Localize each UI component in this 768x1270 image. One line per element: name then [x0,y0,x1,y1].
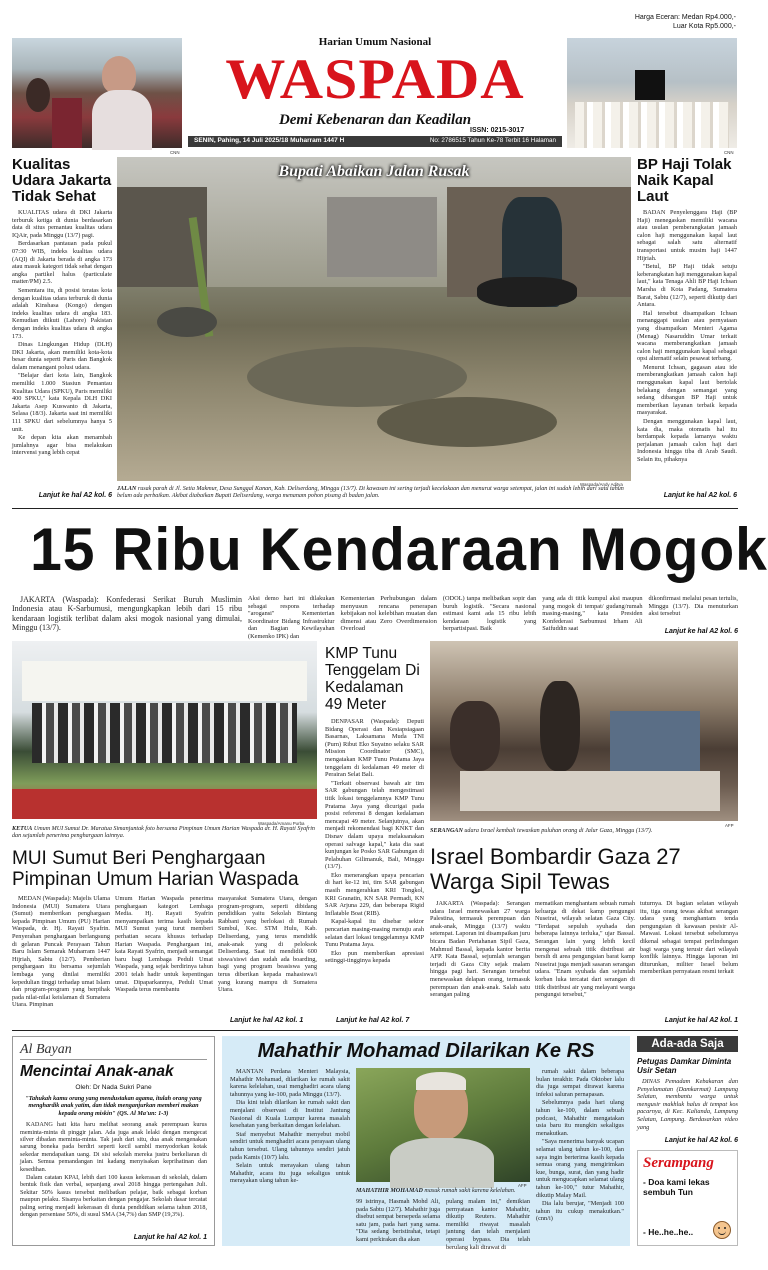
headline-col-4: (ODOL) tanpa melibatkan sopir dan buruh logistik. "Secara nasional estimasi kami ada 15 ribu lebih kendaraan logistik yang berpartisipasi. Baik [442,595,537,633]
paragraph: Staf menyebut Mahathir menyebut mobil sendiri untuk menghadiri acara perayaan ulang tahun tersebut. Ulang tahunnya sendiri jatuh pada Kamis (10/7) lalu. [230,1130,350,1161]
paragraph: Selain untuk merayakan ulang tahun Mahathir, acara itu juga sekaligus untuk merayakan ulang tahun ke- [230,1162,350,1185]
headline-col-2: Aksi demo hari ini dilakukan sebagai respons terhadap "arogansi" Kementerian Koordinator Bidang Infrastruktur dan Bagian Kewilayahan (Kemenko IPK) dan [248,595,335,640]
caption-lead: JALAN [117,486,137,492]
paragraph: "Betul, BP Haji tidak setuju keberangkatan haji menggunakan kapal laut," kata Tenaga Ahli BP Haji Ichsan Marsha di Kota Padang, Sumatera Barat, Sabtu (12/7), seperti dikutip dari Antara. [637,263,737,309]
paragraph: Dinas Lingkungan Hidup (DLH) DKI Jakarta, akan memiliki kota-kota besar dunia seperti Paris dan Bangkok dalam menangani polusi udara. [12,341,112,371]
caption-text: udara Israel kembali tewaskan puluhan orang di Jalur Gaza, Minggu (13/7). [462,828,653,834]
kualitas-title: Kualitas Udara Jakarta Tidak Sehat [12,156,112,205]
paragraph: Dia lalu berujar, "Menjadi 100 tahun itu cukup menakutkan." (cnn/i) [536,1200,624,1223]
masthead [0,0,750,155]
headline-col-6: dikonfirmasi melalui pesan tertulis, Minggu (13/7). Dia menuturkan aksi tersebut [648,595,738,618]
adaada-continued[interactable]: Lanjut ke hal A2 kol. 6 [664,1137,738,1144]
paragraph: "Saya menerima banyak ucapan selamat ulang tahun ke-100, dan saya ingin berterima kasih kepada semua orang yang mengirimkan kue, bunga, surat, dan yang hadir untuk mengucapkan selamat ulang tahun ke-100," tutur Mahathir, dikutip Malay Mail. [536,1138,624,1199]
israel-photo [430,641,738,821]
mui-continued[interactable]: Lanjut ke hal A2 kol. 1 [230,1017,304,1024]
paragraph: BADAN Penyelenggara Haji (BP Haji) menegaskan memiliki wacana atau usulan pemberangkatan jamaah calon haji menggunakan kapal laut sebagai salah satu alternatif transportasi untuk musim haji 1447 Hijriah. [637,209,737,262]
adaada-box [637,1036,738,1146]
headline-col-1: JAKARTA (Waspada): Konfederasi Serikat Buruh Muslimin Indonesia atau K-Sarbumusi, mengungkapkan lebih dari 15 ribu kendaraan logistik terlibat dalam aksi mogok nasional yang dimulai, Minggu (13/7). [12,595,243,633]
paragraph: Berdasarkan pantauan pada pukul 07:30 WIB, indeks kualitas udara (AQI) di Jakarta berada di angka 173 atau masuk kategori tidak sehat dengan angka partikel halus (particulate matter/PM) 2.5. [12,240,112,286]
albayan-body [20,1121,207,1219]
israel-caption [430,828,738,835]
date-bar [188,136,562,147]
paragraph: Sementara itu, di posisi teratas kota dengan kualitas udara terburuk di dunia adalah Kinshasa (Kongo) dengan indeks kualitas udara di angka 183. Kemudian diikuti (Lahore) Pakistan dengan indeks kualitas udara di angka 173. [12,286,112,340]
mahathir-below-b: pulang malam ini," demikian pernyataan kantor Mahathir, dikutip Reuters. Mahathir memiliki riwayat masalah jantung dan telah menjalani operasi bypass. Dia telah berulang kali dirawat di [446,1198,530,1251]
mui-caption [12,826,317,840]
israel-col-2: mematikan menghantam sebuah rumah keluarga di dekat kamp pengungsi Nuseirat, wilayah selatan Gaza City. "Terdapat sepuluh syuhada dan beberapa lainnya terluka," ujar Bassal. Serangan lain yang lebih kecil mengenai sebuah titik distribusi air bersih di area pengungsian barat kamp Nuseirat juga menjadi sasaran serangan udara. "Enam syuhada dan sejumlah korban luka tercatat dari serangan di titik distribusi air yang melayani warga pengungsi tersebut," [535,900,635,999]
mahathir-photo [356,1068,530,1182]
mahathir-caption [356,1188,530,1195]
israel-columns [430,900,738,1013]
masthead-photo-left [12,38,182,148]
kmp-continued[interactable]: Lanjut ke hal A2 kol. 7 [336,1017,410,1024]
headline-col-5: yang ada di titik kumpul aksi maupun yang mogok di tempat/ gudang/rumah masing-masing," kata Presiden Konfederasi Sarbumusi Irham Ali Saifuddin saat [542,595,643,633]
israel-credit: AFP [725,823,734,828]
divider [12,1030,738,1031]
masthead-subtitle: Harian Umum Nasional [318,36,432,48]
mui-columns [12,895,317,1013]
credit-right: CNN [724,150,734,155]
israel-col-3: tuturnya. Di bagian selatan wilayah itu, tiga orang tewas akibat serangan udara yang menghantam tenda pengungsian di kawasan pesisir Al-Mawasi. Lokasi tersebut sebelumnya dikenal sebagai tempat perlindungan bagi warga yang terusir dari wilayah konflik lainnya. Hingga laporan ini diturunkan, militer Israel belum memberikan pernyataan resmi terkait [640,900,738,976]
serampang-item-1: - Doa kami lekas sembuh Tun [643,1177,710,1197]
adaada-body: DINAS Pemadam Kebakaran dan Penyelamatan (Damkarmat) Lampung Selatan, membantu warga untuk mengusir makhluk halus di tempat kos pacarnya, di Kec. Kalianda, Lampung Selatan, Lampung. Berdasarkan video yang [637,1078,738,1131]
mui-col-1: MEDAN (Waspada): Majelis Ulama Indonesia (MUI) Sumatera Utara (Sumut) memberikan penghargaan kepada Pimpinan Umum (PU) Harian Waspada, dr. Hj. Rayati Syafrin. Penyerahan penghargaan berlangsung di gelaran Puncak Perayaan Tahun Baru Islam Semarak Muharram 1447 Hijriah, Sabtu (12/7). Pemberian penghargaan itu bersama sejumlah lembaga yang dinilai memiliki kepedulian tinggi terhadap umat Islam dan program-program yang berpihak pada nilai-nilai keislaman di Sumatera Utara. Pimpinan [12,895,110,1009]
paragraph: "Belajar dari kota lain, Bangkok memiliki 1.000 Stasiun Pemantau Kualitas Udara (SPKU), Paris memiliki 400 SPKU," kata Kepala DLH DKI Jakarta Asep Kuswanto di Jakarta, Selasa (18/3). Jakarta saat ini memiliki 111 SPKU dari sebelumnya hanya 5 unit. [12,372,112,433]
kmp-title: KMP Tunu Tenggelam Di Kedalaman 49 Meter [325,645,420,713]
albayan-box [12,1036,215,1246]
main-headline: 15 Ribu Kendaraan Mogok [30,516,768,583]
paragraph: Eko pun memberikan apresiasi setinggi-tingginya kepada [325,949,424,965]
credit-left: CNN [170,150,180,155]
masthead-tagline: Demi Kebenaran dan Keadilan [278,112,472,128]
kualitas-article [12,157,112,501]
paragraph: "Terkait observasi bawah air tim SAR gabungan telah mengestimasi titik lokasi tenggelamnya KMP Tunu Pratama Jaya yang dicurigai pada posisi referensi 8 dengan kedalaman mencapai 49 meter. Selanjutnya, akan menjadi rekomendasi bagi KNKT dan Disnav dalam upaya melaksanakan operasi salvage kapal," kata dia saat kunjungan ke Posko SAR Gabungan di Pelabuhan Gilimanuk, Bali, Minggu (13/7). [325,779,424,871]
serampang-item-2: - He..he..he.. [643,1227,694,1237]
mahathir-credit: AFP [518,1183,527,1188]
caption-text: Umum MUI Sumut Dr. Maratua Simanjuntak foto bersama Pimpinan Umum Harian Waspada dr. H. Rayati Syafrin dan sejumlah penerima penghargaan lainnya. [12,826,315,840]
price-medan: Harga Eceran: Medan Rp4.000,- [634,14,736,21]
headline-col-3: Kementerian Perhubungan dalam menyusun rencana penerapan kebijakan nol kelebihan muatan dan dimensi atau Zero Overdimension Overload [340,595,437,633]
masthead-photo-right [567,38,737,148]
israel-title: Israel Bombardir Gaza 27 Warga Sipil Tewas [430,844,681,894]
headline-continued[interactable]: Lanjut ke hal A2 kol. 6 [664,628,738,635]
bupati-photo [117,157,631,481]
bphaji-article [637,157,737,501]
bupati-caption [117,486,631,500]
paragraph: Hal tersebut disampaikan Ichsan menanggapi usulan atau pernyataan yang disampaikan Menteri Agama (Menag) Nasaruddin Umar terkait wacana memberangkatkan jamaah calon haji menggunakan kapal sebagai opsi alternatif selain pesawat terbang. [637,309,737,363]
kualitas-body [12,209,112,479]
issn: ISSN: 0215-3017 [470,127,525,134]
adaada-label: Ada-ada Saja [637,1036,738,1052]
paragraph: Dia kini telah dilarikan ke rumah sakit dan menjalani observasi di Institut Jantung Nasional di Kuala Lumpur karena masalah kesehatan yang berkaitan dengan kelelahan. [230,1099,350,1130]
headline-columns [12,595,738,640]
paragraph: KADANG hati kita haru melihat seorang anak perempuan kurus meminta-minta di pinggir jalan. Ada juga anak lelaki dengan mengecat silver dibadan meminta-minta. Tak jauh dari situ, dua anak mengenakan sarung boneka pada berdiri seperti kecil sambil menyodorkan kotak sekedar mendapatkan uang. Di sisi sekolah mereka justru berkeliaran di jalan. Semua pemandangan ini kadang menyisakan keprihatinan dan kesedihan. [20,1121,207,1173]
caption-lead: MAHATHIR MOHAMAD [356,1188,423,1194]
serampang-box [637,1150,738,1246]
mui-title: MUI Sumut Beri Penghargaan Pimpinan Umum Harian Waspada [12,848,299,890]
caption-lead: SERANGAN [430,828,463,834]
bupati-credit: Waspada/Andy Aditya [580,482,623,487]
mui-credit: Waspada/Amanu Purba [258,821,305,826]
smiley-icon [713,1221,731,1239]
mui-photo [12,641,317,819]
paragraph: Dalam catatan KPAI, lebih dari 100 kasus kekerasan di sekolah, dalam bentuk fisik dan verbal, sepanjang awal 2018 hingga pertengahan Juli. Sekitar 50% kasus tersebut melibatkan pelajar, baik sebagai korban maupun pelaku. Sisanya berkaitan dengan pengajar. Sekolah dasar tercatat paling sering menjadi kekerasan di dunia pendidikan selama tahun 2018, dengan persentase 50%, di susul SMA (34,7%) dan SMP (19,3%). [20,1174,207,1219]
paragraph: Kapal-kapal itu disebar sektor pencarian masing-masing menuju arah selatan dari lokasi tenggelamnya KMP Tunu Pratama Jaya. [325,918,424,949]
mahathir-box [222,1036,630,1251]
israel-col-1: JAKARTA (Waspada): Serangan udara Israel menewaskan 27 warga Palestina, termasuk perempuan dan anak-anak, Minggu (13/7) waktu setempat. Laporan ini disampaikan juru bicara Badan Pertahanan Sipil Gaza, Mahmud Bassal, kepada kantor berita AFP. Kata Bassal, sejumlah serangan terjadi di Gaza City sejak malam hingga pagi hari. Serangan tersebut menewaskan delapan orang, termasuk perempuan dan anak-anak. Salah satu serangan paling [430,900,530,999]
kmp-body [325,718,424,1088]
kualitas-continued[interactable]: Lanjut ke hal A2 kol. 6 [38,492,112,499]
caption-text: masuk rumah sakit karena kelelahan. [422,1188,516,1194]
adaada-title: Petugas Damkar Diminta Usir Setan [637,1057,732,1075]
mahathir-below-a: 99 istrinya, Hasmah Mohd Ali, pada Sabtu (12/7). Mahathir juga disebut sempat bersepeda selama satu jam, pada hari yang sama. "Dia sedang beristirahat, tetapi kami perkirakan dia akan [356,1198,440,1243]
price-luar: Luar Kota Rp5.000,- [672,23,736,30]
paragraph: MANTAN Perdana Menteri Malaysia, Mahathir Mohamad, dilarikan ke rumah sakit karena kelelahan, usai menghadiri acara ulang tahunnya yang ke-100, pada Minggu (13/7). [230,1068,350,1098]
mahathir-col-1 [230,1068,350,1208]
mahathir-col-3 [536,1068,624,1244]
bphaji-body [637,209,737,479]
date-line: SENIN, Pahing, 14 Juli 2025/18 Muharram 1447 H [194,137,345,144]
bphaji-continued[interactable]: Lanjut ke hal A2 kol. 6 [663,492,737,499]
divider [12,508,738,509]
albayan-title: Mencintai Anak-anak [20,1063,174,1080]
bupati-label: Bupati Abaikan Jalan Rusak [278,163,470,180]
mahathir-title: Mahathir Mohamad Dilarikan Ke RS [257,1040,595,1062]
caption-text: rusak parah di Jl. Setia Makmur, Desa Sunggal Kanan, Kab. Deliserdang, Minggu (13/7). Di kawasan ini sering terjadi kecelakaan dan menurut warga setempat, jalan ini sudah lebih dari satu tahun belum ada perbaikan. Akibat diabaikan Bupati Deliserdang, warga menanam pohon pisang di badan jalan. [117,486,624,500]
paragraph: Sebelumnya pada hari ulang tahun ke-100, dalam sebuah podcast, Mahathir mengatakan usia baru itu mungkin sekaligus menakutkan. [536,1099,624,1137]
mui-col-2: Umum Harian Waspada penerima penghargaan kategori Lembaga Media. Hj. Rayati Syafrin menyampaikan terima kasih kepada MUI Sumut yang turut memberi perhatian secara khusus terhadap Harian Waspada. Penghargaan ini, kata Rayati Syafrin, menjadi semangat baru bagi Lembaga Peduli Umat Waspada, yang sejak berdirinya tahun 2001 telah hadir untuk kepentingan umat. Dipaparkannya, Peduli Umat Waspada terus membantu [115,895,213,994]
paragraph: rumah sakit dalam beberapa bulan terakhir. Pada Oktober lalu dia juga sempat dirawat karena infeksi saluran pernapasan. [536,1068,624,1098]
israel-continued[interactable]: Lanjut ke hal A2 kol. 1 [664,1017,738,1024]
serampang-label: Serampang [643,1155,714,1171]
paragraph: Menurut Ichsan, gagasan atau ide memberangkatkan jamaah calon haji menggunakan kapal laut bertolak belakang dengan semangat yang sedang dibangun BP Haji untuk memberikan layanan terbaik kepada masyarakat. [637,363,737,417]
issue-line: No: 2786515 Tahun Ke-78 Terbit 16 Halaman [429,137,556,144]
paragraph: Dengan menggunakan kapal laut, kata dia, maka otomatis hal itu berdampak kepada lamanya waktu perjalanan jamaah calon haji dari Indonesia hingga tiba di Arab Saudi. Selain itu, pihaknya [637,418,737,463]
albayan-quote: "Tahukah kamu orang yang mendustakan agama, itulah orang yang menghardik anak yatim, dan tidak menganjurkan memberi makan kepada orang miskin" (QS. Al Ma'un: 1-3) [25,1095,202,1117]
paragraph: Ke depan kita akan menambah jumlahnya agar bisa melakukan intervensi yang lebih cepat [12,434,112,457]
bphaji-title: BP Haji Tolak Naik Kapal Laut [637,156,732,205]
albayan-continued[interactable]: Lanjut ke hal A2 kol. 1 [133,1234,207,1241]
paragraph: DENPASAR (Waspada): Deputi Bidang Operasi dan Kesiapsiagaan Basarnas, Laksamana Muda TNI (Purn) Ribut Eko Suyatno selaku SAR Mission Coordinator (SMC), mengatakan KMP Tunu Pratama Jaya tenggelam di kedalaman 49 meter di Perairan Selat Bali. [325,718,424,779]
masthead-name: WASPADA [225,47,525,111]
paragraph: Eko menerangkan upaya pencarian di hari ke-12 ini, tim SAR gabungan masih mengerahkan KRI Tongkol, KRI Granatin, KN SAR Permadi, KN SAR Arjuna 229, dan beberapa Rigid Inflatable Boat (RIB). [325,871,424,917]
albayan-label: Al Bayan [20,1042,207,1060]
paragraph: KUALITAS udara di DKI Jakarta terburuk ketiga di dunia berdasarkan data di situs pemantau kualitas udara IQAir, pada Minggu (13/7) pagi. [12,209,112,239]
albayan-byline: Oleh: Dr Nada Sukri Pane [75,1084,152,1091]
mui-col-3: masyarakat Sumatera Utara, dengan program-program, seperti dibidang pendidikan yaitu Sekolah Bintang Rabbani yang berlokasi di Rumah Sumbul, Kec. STM Hulu, Kab. Deliserdang, yang terus mendidik anak-anak yang di peloksok Deliserdang. Saat ini mendidik 600 siswa/siswi dan sudah ada boarding, bagi yang program beasiswa yang terus diberikan kepada mahasiswa/i yang kurang mampu di Sumatera Utara. [218,895,317,994]
caption-lead: KETUA [12,826,33,832]
